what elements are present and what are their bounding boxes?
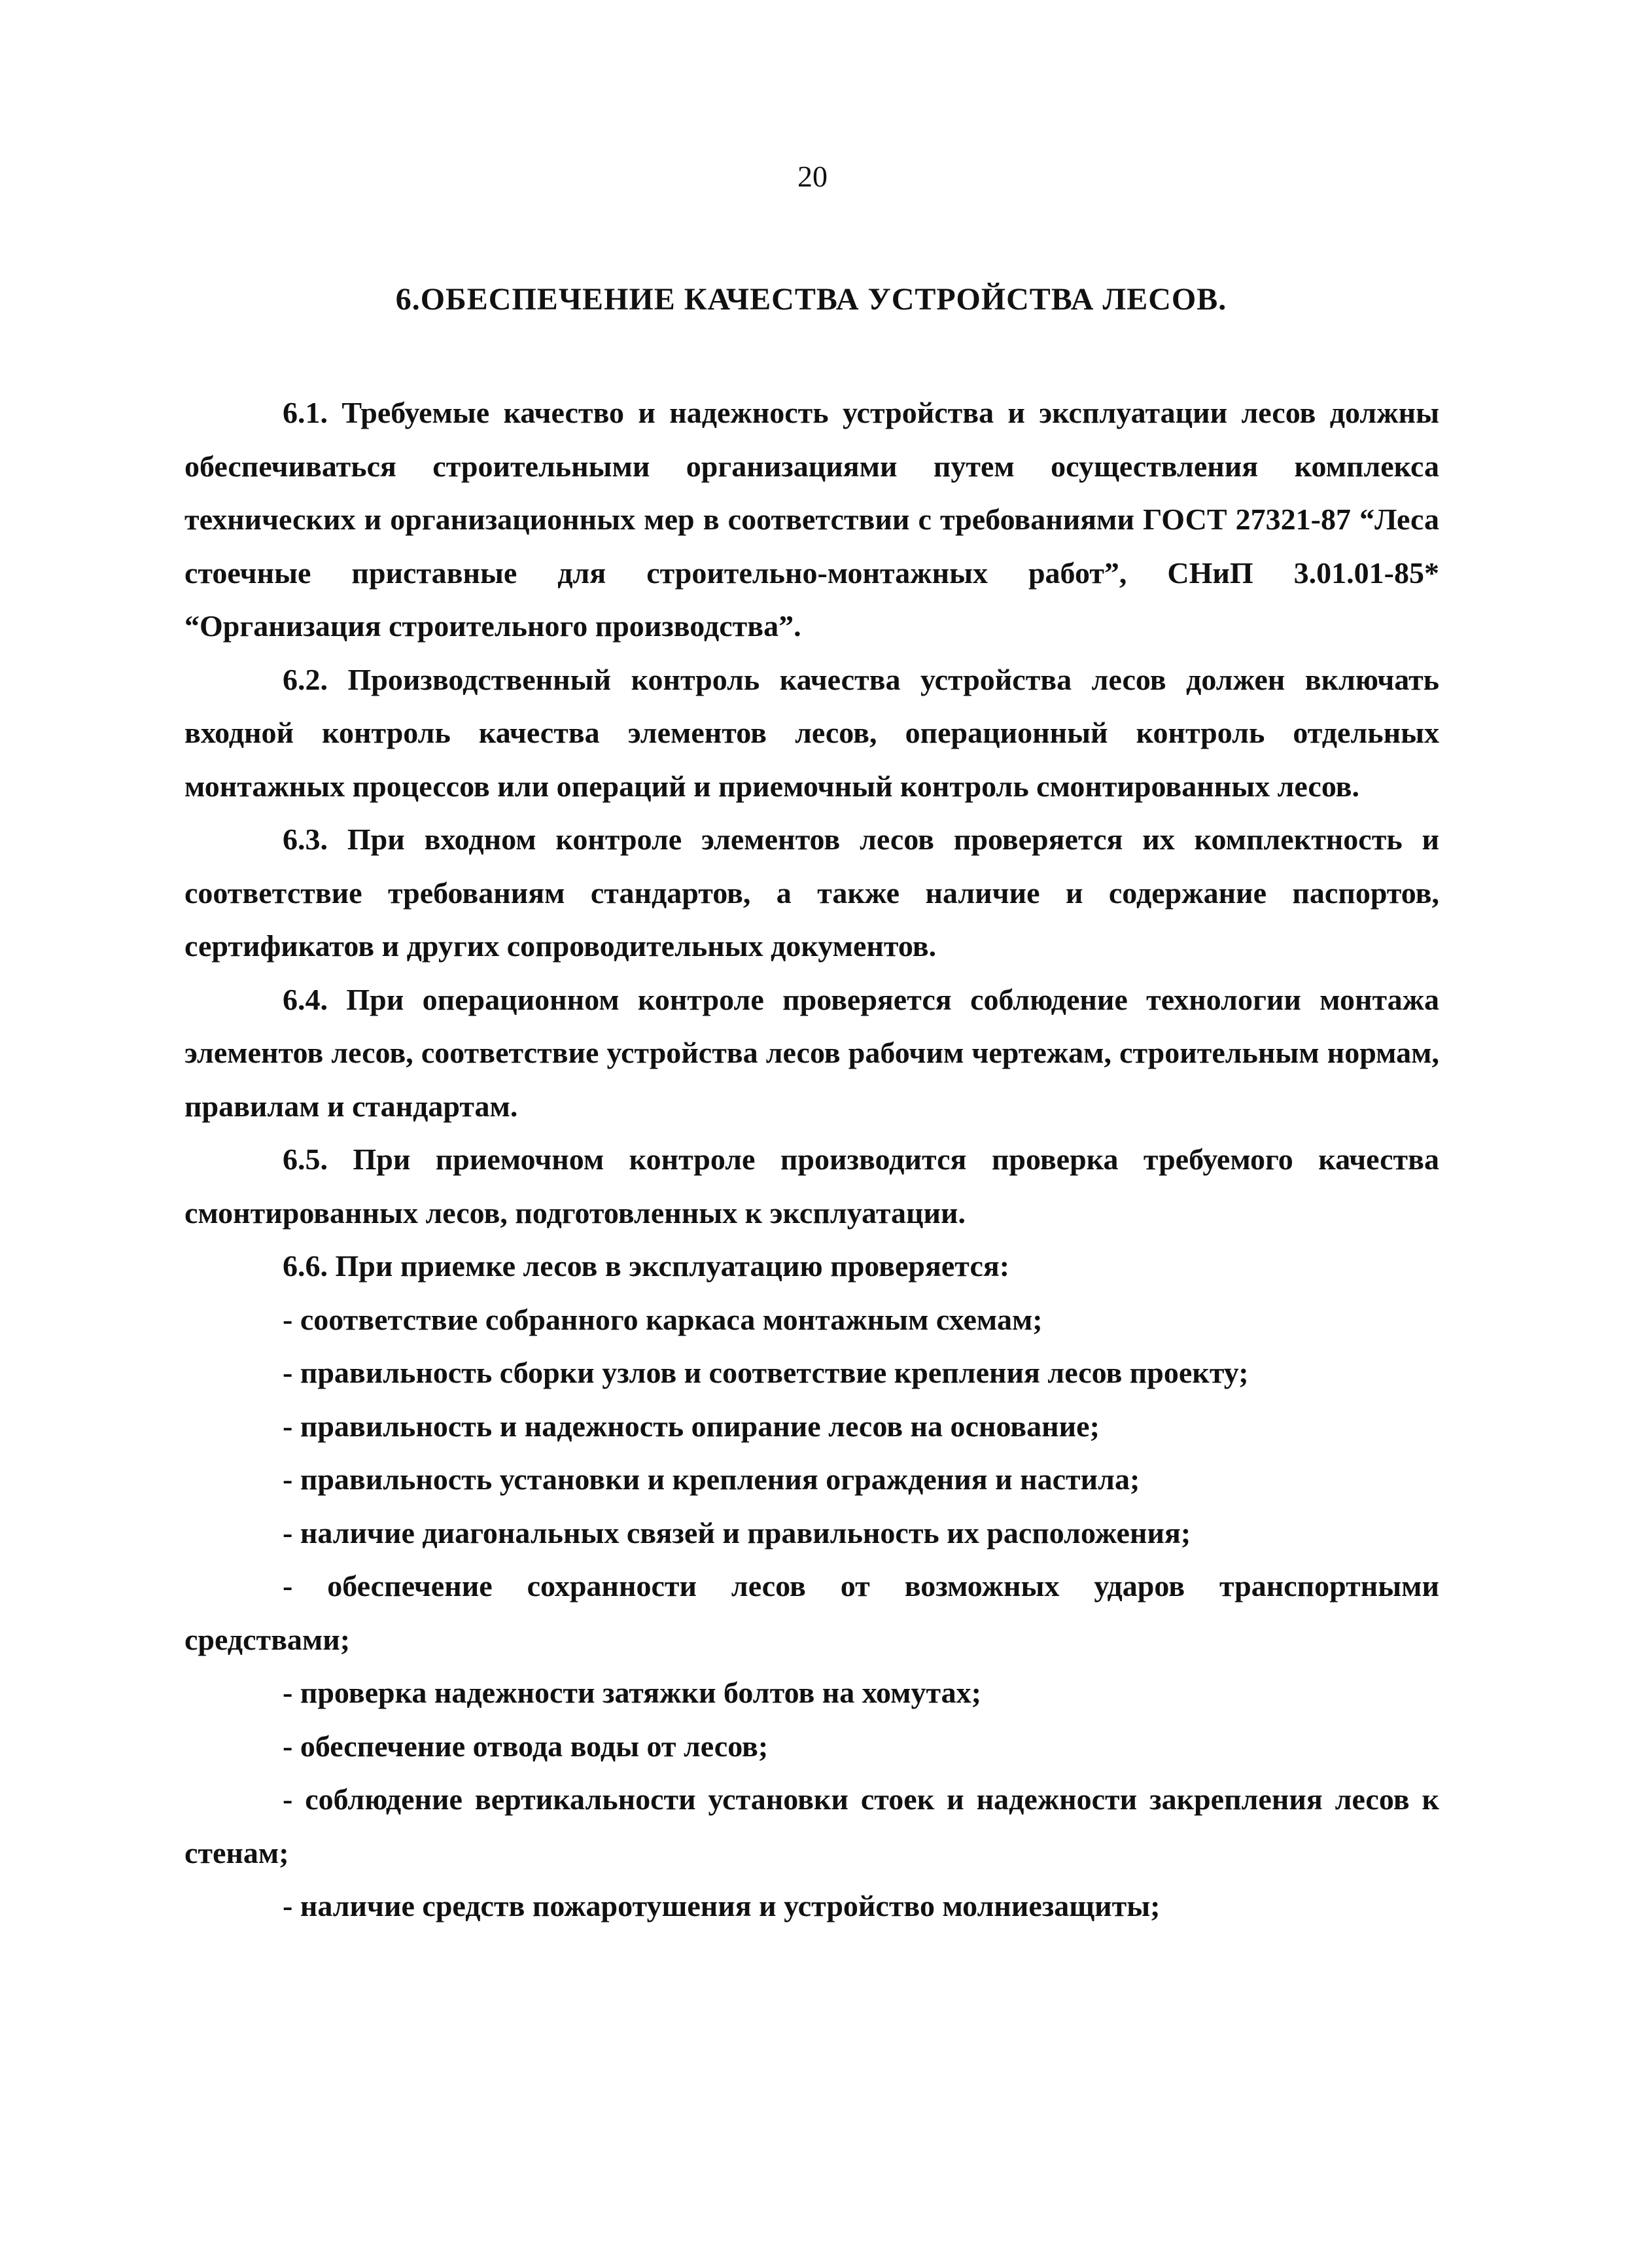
paragraph-6-4: 6.4. При операционном контроле проверяется соблюдение технологии монтажа элементов лесов, соответствие устройства лесов рабочим чертежам, строительным нормам, правилам и стандартам. [184, 982, 1439, 1123]
page-number: 20 [797, 160, 828, 193]
section-title: 6.ОБЕСПЕЧЕНИЕ КАЧЕСТВА УСТРОЙСТВА ЛЕСОВ. [395, 282, 1227, 317]
list-item: - обеспечение сохранности лесов от возможных ударов транспортными средствами; [184, 1569, 1439, 1656]
list-item: - соответствие собранного каркаса монтажным схемам; [283, 1302, 1043, 1336]
list-item: - правильность и надежность опирание лесов на основание; [283, 1409, 1100, 1443]
list-item: - правильность сборки узлов и соответствие крепления лесов проекту; [283, 1356, 1249, 1389]
inspection-checklist [184, 1293, 1439, 1933]
list-item: - соблюдение вертикальности установки стоек и надежности закрепления лесов к стенам; [184, 1782, 1439, 1869]
paragraph-6-6: 6.6. При приемке лесов в эксплуатацию проверяется: [283, 1249, 1010, 1283]
paragraph-6-5: 6.5. При приемочном контроле производится проверка требуемого качества смонтированных лесов, подготовленных к эксплуатации. [184, 1143, 1439, 1230]
list-item: - наличие диагональных связей и правильность их расположения; [283, 1515, 1191, 1550]
paragraph-6-1: 6.1. Требуемые качество и надежность устройства и эксплуатации лесов должны обеспечиваться строительными организациями путем осуществления комплекса технических и организационных мер в соответствии с требованиями ГОСТ 27321-87 “Леса стоечные приставные для строительно-монтажных работ”, СНиП 3.01.01-85* “Организация строительного производства”. [184, 396, 1439, 643]
paragraph-6-3: 6.3. При входном контроле элементов лесов проверяется их комплектность и соответствие требованиям стандартов, а также наличие и содержание паспортов, сертификатов и других сопроводительных документов. [184, 823, 1439, 963]
paragraph-6-2: 6.2. Производственный контроль качества устройства лесов должен включать входной контроль качества элементов лесов, операционный контроль отдельных монтажных процессов или операций и приемочный контроль смонтированных лесов. [184, 662, 1439, 803]
document-body [184, 386, 1439, 1933]
list-item: - обеспечение отвода воды от лесов; [283, 1729, 769, 1763]
list-item: - проверка надежности затяжки болтов на хомутах; [283, 1676, 981, 1709]
list-item: - наличие средств пожаротушения и устройство молниезащиты; [283, 1889, 1161, 1922]
list-item: - правильность установки и крепления ограждения и настила; [283, 1462, 1140, 1496]
